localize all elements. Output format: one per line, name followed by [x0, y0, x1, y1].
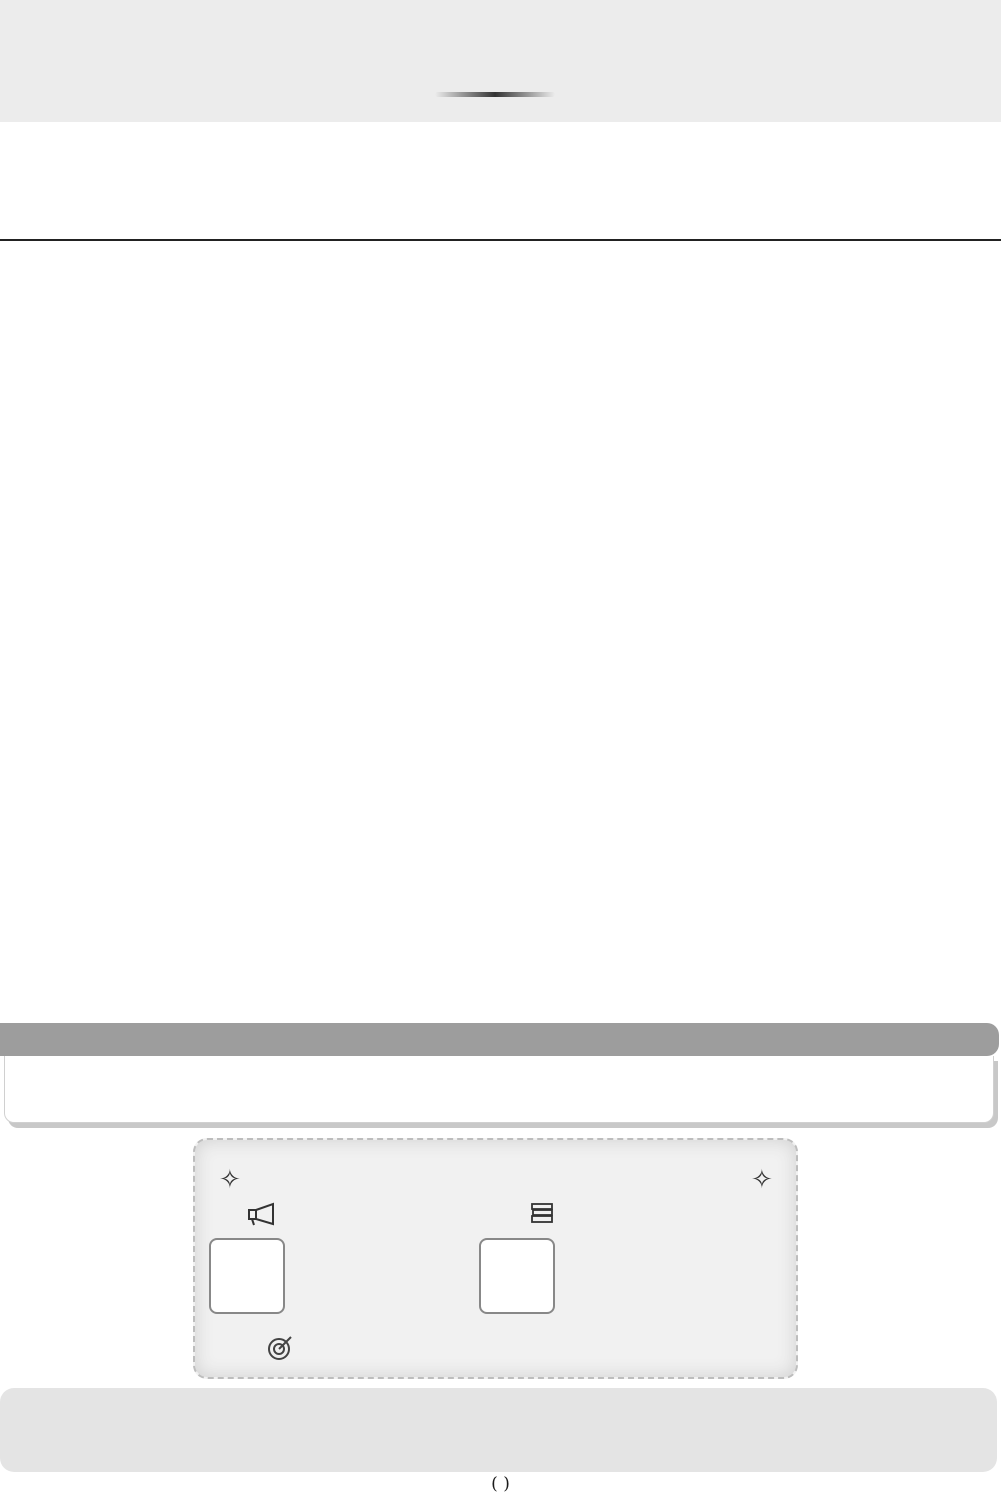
sparkle-icon: ✧	[219, 1164, 241, 1194]
tags-legend	[0, 1388, 997, 1472]
target-icon	[267, 1335, 293, 1361]
megaphone-icon	[247, 1202, 279, 1226]
practice-papers-list	[4, 1056, 994, 1123]
page-number: ( )	[491, 1474, 510, 1494]
title-underline	[435, 92, 555, 97]
qr-code-recent-improvements[interactable]	[479, 1238, 555, 1314]
qr-code-board-updates[interactable]	[209, 1238, 285, 1314]
practice-papers-heading	[0, 1023, 999, 1056]
sparkle-icon: ✧	[751, 1164, 773, 1194]
books-icon	[530, 1201, 554, 1225]
divider	[0, 239, 1001, 241]
stay-informed-box	[193, 1138, 798, 1379]
contents-header	[0, 0, 1001, 122]
